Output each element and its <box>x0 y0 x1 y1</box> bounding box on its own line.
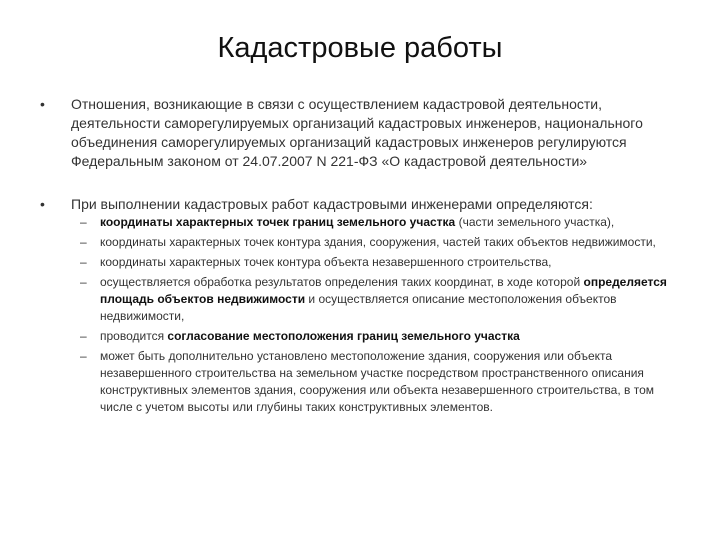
dash-marker: – <box>80 235 87 249</box>
bullet-text: Отношения, возникающие в связи с осуществлением кадастровой деятельности, деятельности саморегулируемых организаций кадастровых инженеров, национального объединения саморегулируемых организаций кадастровых инженеров регулируются Федеральным законом от 24.07.2007 N 221-ФЗ «О кадастровой деятельности» <box>71 96 643 169</box>
sub-item-text: координаты характерных точек контура здания, сооружения, частей таких объектов недвижимости, <box>100 235 656 249</box>
sub-item-unfinished-object-coordinates <box>80 254 680 271</box>
bullet-dot: • <box>40 96 45 112</box>
sub-item-bold: координаты характерных точек границ земельного участка <box>100 215 456 229</box>
sub-item-text: может быть дополнительно установлено местоположение здания, сооружения или объекта незавершенного строительства на земельном участке посредством пространственного описания конструктивных элементов здания, сооружения или объекта незавершенного строительства, в том числе с учетом высоты или глубины таких конструктивных элементов. <box>100 349 655 414</box>
sub-item-land-plot-coordinates <box>80 214 680 231</box>
sub-item-bold: определяется площадь объектов недвижимости <box>100 275 667 306</box>
sub-item-area-determination <box>80 274 680 325</box>
sub-item-text: (части земельного участка), <box>455 215 615 229</box>
sub-item-text: осуществляется обработка результатов определения таких координат, в ходе которой <box>100 275 584 289</box>
dash-marker: – <box>80 255 87 269</box>
sub-item-boundary-approval <box>80 328 680 345</box>
sub-item-spatial-description <box>80 348 680 416</box>
dash-marker: – <box>80 215 87 229</box>
sub-item-text: проводится <box>100 329 168 343</box>
dash-marker: – <box>80 329 87 343</box>
dash-marker: – <box>80 349 87 363</box>
bullet-text: При выполнении кадастровых работ кадастровыми инженерами определяются: <box>71 196 593 212</box>
slide-title: Кадастровые работы <box>217 32 503 64</box>
bullet-dot: • <box>40 196 45 212</box>
sub-item-text: и осуществляется описание местоположения объектов недвижимости, <box>100 292 617 323</box>
sub-item-bold: согласование местоположения границ земельного участка <box>167 329 520 343</box>
sub-item-text: координаты характерных точек контура объекта незавершенного строительства, <box>100 255 552 269</box>
dash-marker: – <box>80 275 87 289</box>
sub-list <box>80 214 680 419</box>
sub-item-building-coordinates <box>80 234 680 251</box>
